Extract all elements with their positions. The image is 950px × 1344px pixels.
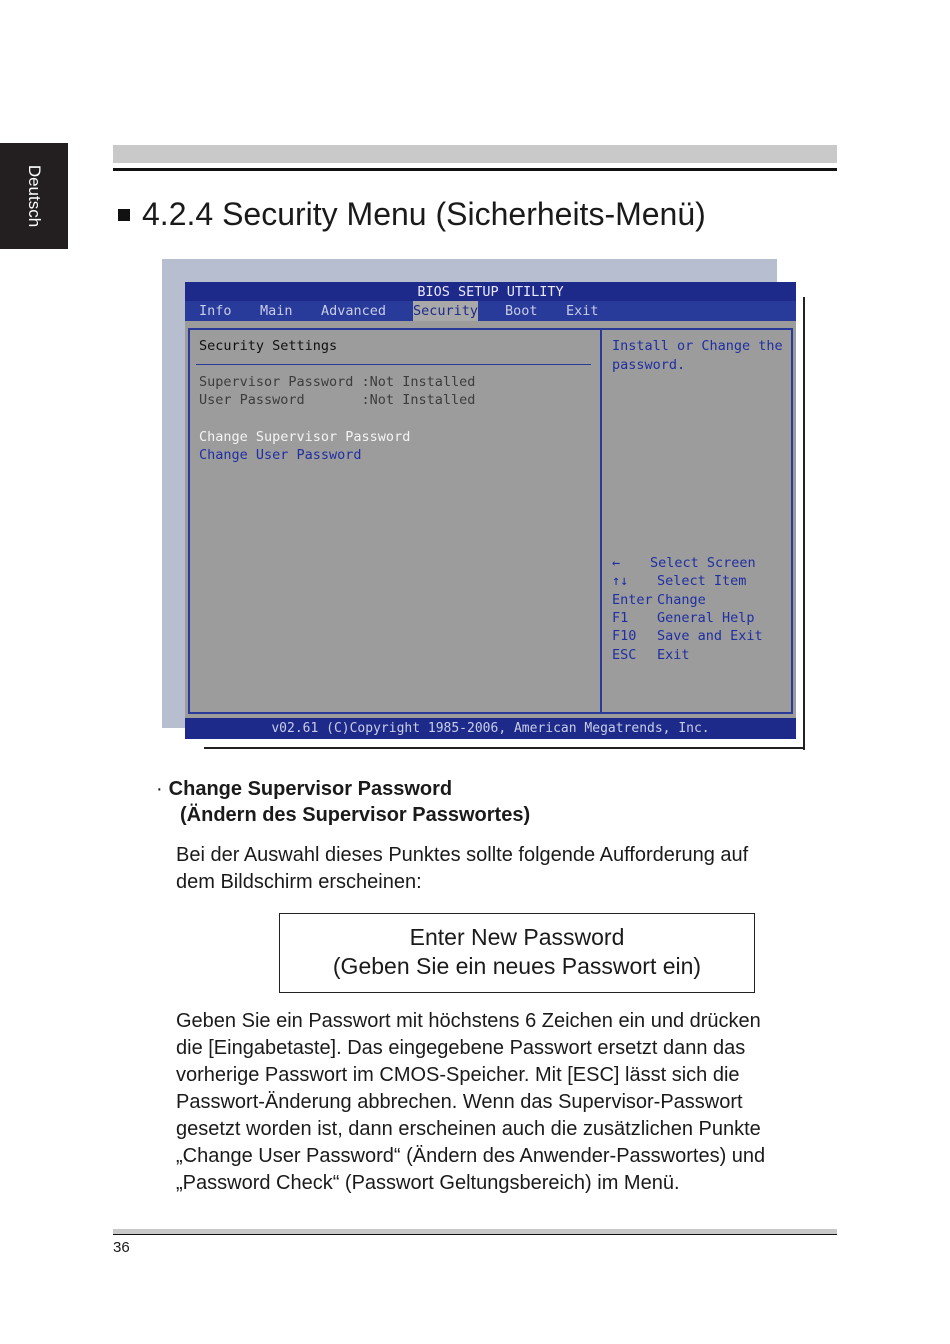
body-line: Geben Sie ein Passwort mit höchstens 6 Zeichen ein und drücken (176, 1010, 761, 1032)
key-f10: F10 (612, 628, 637, 644)
prompt-line: Enter New Password (409, 924, 625, 950)
intro-paragraph (176, 842, 748, 896)
bullet-dot: · (156, 778, 163, 800)
bios-menu-security[interactable]: Security (413, 303, 479, 319)
prompt-line: (Geben Sie ein neues Passwort ein) (332, 953, 702, 979)
language-tab (0, 143, 68, 249)
supervisor-password-status: Supervisor Password :Not Installed (199, 374, 476, 390)
change-user-password-option[interactable]: Change User Password (199, 447, 362, 463)
key-change: Change (657, 592, 706, 608)
bios-heading-divider (196, 364, 591, 365)
bios-menu-boot[interactable]: Boot (505, 303, 538, 319)
body-line: gesetzt worden ist, dann erscheinen auch die zusätzlichen Punkte (176, 1118, 761, 1140)
body-line: die [Eingabetaste]. Das eingegebene Passwort ersetzt dann das (176, 1037, 746, 1059)
intro-line: dem Bildschirm erscheinen: (176, 871, 422, 893)
bios-help-line-2: password. (612, 357, 686, 373)
password-prompt-box (279, 913, 755, 993)
body-line: „Change User Password“ (Ändern des Anwender-Passwortes) und (176, 1145, 766, 1167)
square-bullet-icon (118, 209, 130, 221)
body-paragraph (176, 1008, 765, 1197)
section-title (118, 196, 706, 233)
language-tab-label: Deutsch (25, 164, 44, 228)
key-esc: ESC (612, 647, 637, 663)
key-up-down-arrows: ↑↓ (612, 573, 629, 589)
bios-screen (185, 282, 796, 739)
item-heading-text: Change Supervisor Password (168, 778, 453, 800)
bios-menu-exit[interactable]: Exit (566, 303, 599, 319)
key-f1: F1 (612, 610, 629, 626)
item-heading (156, 776, 452, 802)
key-exit: Exit (657, 647, 690, 663)
screenshot-shadow-bottom (204, 747, 805, 749)
key-select-item: Select Item (657, 573, 747, 589)
body-line: Passwort-Änderung abbrechen. Wenn das Supervisor-Passwort (176, 1091, 743, 1113)
bios-menu-main[interactable]: Main (260, 303, 293, 319)
bios-help-line-1: Install or Change the (612, 338, 783, 354)
bios-copyright-footer: v02.61 (C)Copyright 1985-2006, American Megatrends, Inc. (185, 718, 796, 739)
bios-title: BIOS SETUP UTILITY (185, 282, 796, 301)
key-select-screen: Select Screen (650, 555, 756, 571)
key-save-and-exit: Save and Exit (657, 628, 763, 644)
body-line: vorherige Passwort im CMOS-Speicher. Mit [ESC] lässt sich die (176, 1064, 740, 1086)
section-title-text: 4.2.4 Security Menu (Sicherheits-Menü) (142, 196, 706, 232)
user-password-status: User Password :Not Installed (199, 392, 476, 408)
item-subheading: (Ändern des Supervisor Passwortes) (180, 804, 531, 826)
bios-menu-advanced[interactable]: Advanced (321, 303, 387, 319)
footer-rule (113, 1234, 837, 1235)
bios-menu-bar (185, 301, 796, 321)
page-number: 36 (113, 1239, 130, 1256)
key-enter: Enter (612, 592, 653, 608)
bios-menu-info[interactable]: Info (199, 303, 232, 319)
key-general-help: General Help (657, 610, 755, 626)
header-rule (113, 168, 837, 171)
bios-panel-heading: Security Settings (199, 338, 338, 354)
intro-line: Bei der Auswahl dieses Punktes sollte folgende Aufforderung auf (176, 844, 749, 866)
body-line: „Password Check“ (Passwort Geltungsbereich) im Menü. (176, 1172, 680, 1194)
key-left-arrow: ← (612, 555, 621, 571)
change-supervisor-password-option[interactable]: Change Supervisor Password (199, 429, 411, 445)
screenshot-shadow-right (803, 297, 805, 750)
header-gray-bar (113, 145, 837, 163)
